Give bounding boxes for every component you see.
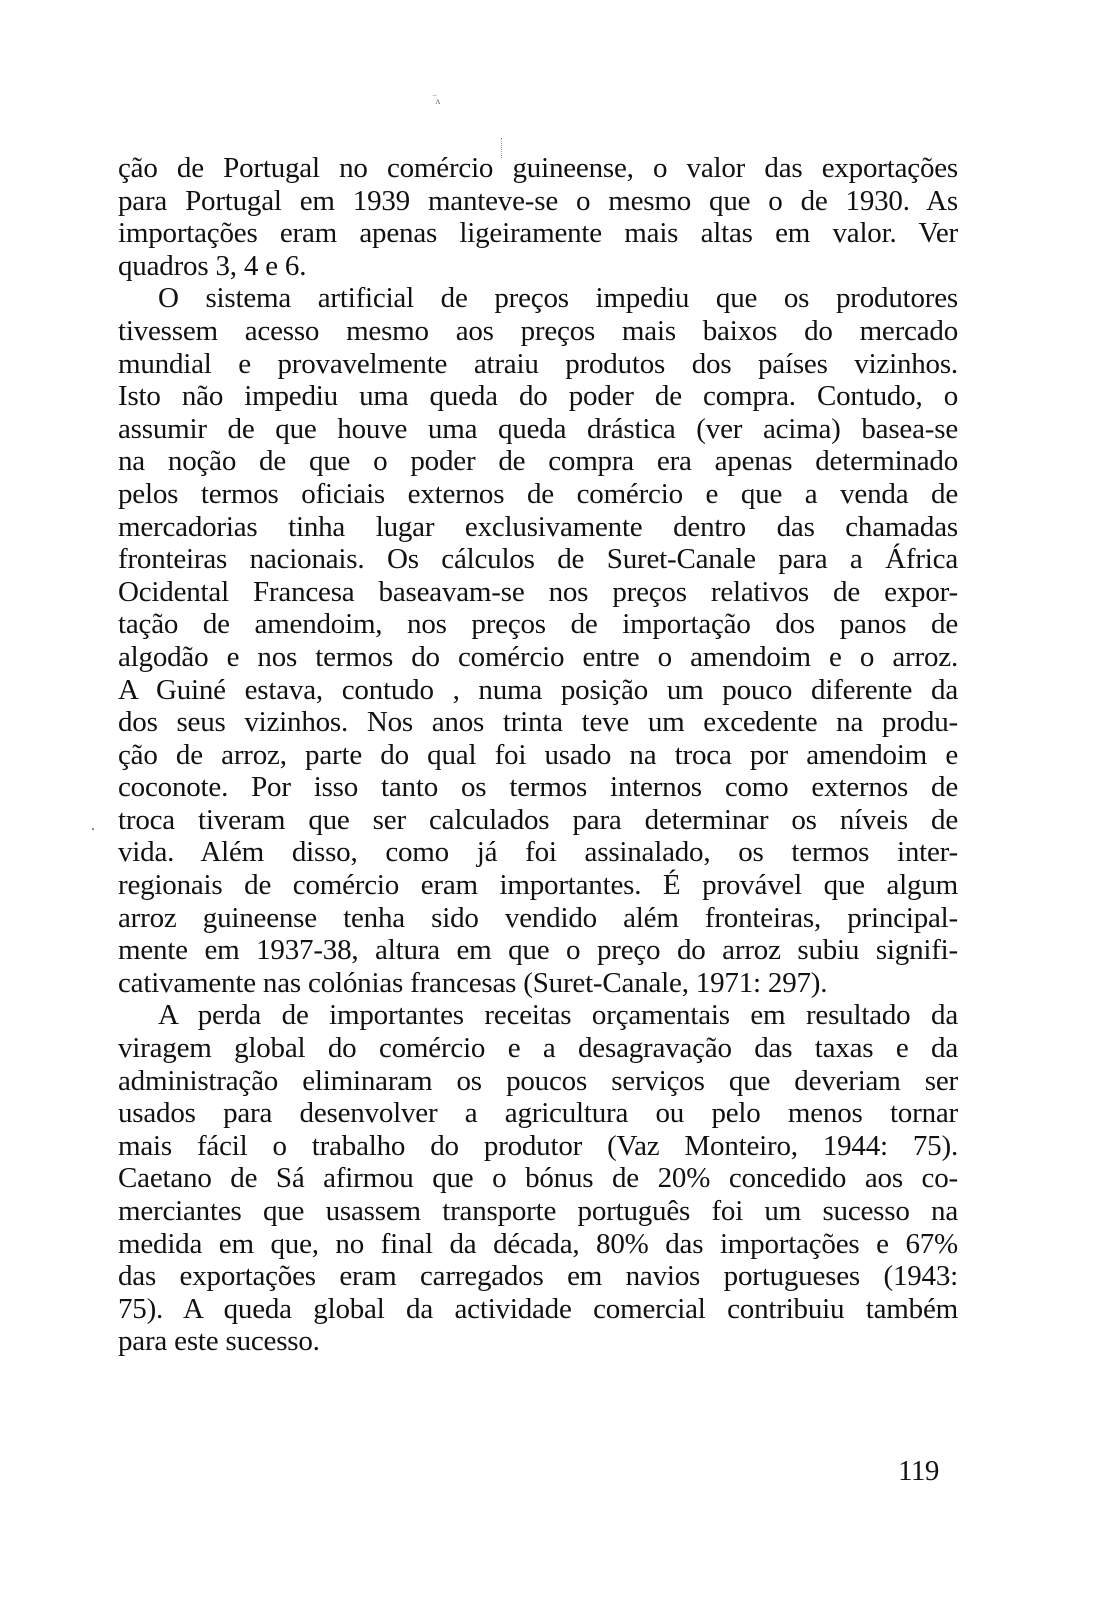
text-line: merciantes que usassem transporte português foi um sucesso na: [118, 1195, 958, 1227]
paragraph: [118, 152, 958, 282]
text-line: vida. Além disso, como já foi assinalado, os termos inter-: [118, 836, 958, 869]
text-line: coconote. Por isso tanto os termos internos como externos de: [118, 771, 958, 804]
text-line: arroz guineense tenha sido vendido além fronteiras, principal-: [118, 901, 958, 934]
text-line: das exportações eram carregados em navios portugueses (1943:: [118, 1260, 958, 1293]
text-line: 75). A queda global da actividade comercial contribuiu também: [118, 1292, 958, 1325]
text-line: quadros 3, 4 e 6.: [118, 249, 307, 282]
text-line: ção de arroz, parte do qual foi usado na troca por amendoim e: [118, 738, 958, 771]
scan-artifact-mark: ‾ᴧ: [433, 96, 440, 107]
text-line: O sistema artificial de preços impediu que os produtores: [158, 282, 958, 315]
text-line: pelos termos oficiais externos de comércio e que a venda de: [118, 477, 958, 510]
text-line: administração eliminaram os poucos serviços que deveriam ser: [118, 1064, 958, 1097]
paragraph: [118, 282, 958, 999]
page-number: 119: [898, 1455, 939, 1487]
text-line: mundial e provavelmente atraiu produtos dos países vizinhos.: [118, 347, 958, 380]
text-line: algodão e nos termos do comércio entre o amendoim e o arroz.: [118, 640, 958, 673]
text-line: assumir de que houve uma queda drástica (ver acima) basea-se: [118, 412, 958, 445]
text-line: Isto não impediu uma queda do poder de compra. Contudo, o: [118, 380, 958, 413]
text-line: A Guiné estava, contudo , numa posição um pouco diferente da: [118, 673, 958, 706]
paragraph: [118, 999, 958, 1358]
text-line: mente em 1937-38, altura em que o preço do arroz subiu signifi-: [118, 934, 958, 967]
text-line: Caetano de Sá afirmou que o bónus de 20% concedido aos co-: [118, 1162, 958, 1195]
text-line: para este sucesso.: [118, 1325, 320, 1358]
text-line: medida em que, no final da década, 80% das importações e 67%: [118, 1227, 958, 1260]
text-line: para Portugal em 1939 manteve-se o mesmo que o de 1930. As: [118, 184, 958, 217]
text-line: tação de amendoim, nos preços de importação dos panos de: [118, 608, 958, 641]
scan-artifact-dot: [92, 828, 94, 830]
text-line: dos seus vizinhos. Nos anos trinta teve um excedente na produ-: [118, 706, 958, 739]
text-line: mercadorias tinha lugar exclusivamente dentro das chamadas: [118, 510, 958, 543]
text-line: tivessem acesso mesmo aos preços mais baixos do mercado: [118, 314, 958, 347]
text-line: fronteiras nacionais. Os cálculos de Suret-Canale para a África: [118, 543, 958, 576]
text-line: ção de Portugal no comércio guineense, o valor das exportações: [118, 152, 958, 184]
body-text: [118, 152, 958, 1358]
text-line: Ocidental Francesa baseavam-se nos preços relativos de expor-: [118, 575, 958, 608]
text-line: A perda de importantes receitas orçamentais em resultado da: [158, 999, 958, 1032]
text-line: usados para desenvolver a agricultura ou pelo menos tornar: [118, 1097, 958, 1130]
text-line: troca tiveram que ser calculados para determinar os níveis de: [118, 803, 958, 836]
text-line: cativamente nas colónias francesas (Suret-Canale, 1971: 297).: [118, 966, 828, 999]
text-line: viragem global do comércio e a desagravação das taxas e da: [118, 1032, 958, 1065]
text-line: regionais de comércio eram importantes. É provável que algum: [118, 869, 958, 902]
text-line: importações eram apenas ligeiramente mais altas em valor. Ver: [118, 217, 958, 250]
text-line: na noção de que o poder de compra era apenas determinado: [118, 445, 958, 478]
text-line: mais fácil o trabalho do produtor (Vaz Monteiro, 1944: 75).: [118, 1129, 958, 1162]
